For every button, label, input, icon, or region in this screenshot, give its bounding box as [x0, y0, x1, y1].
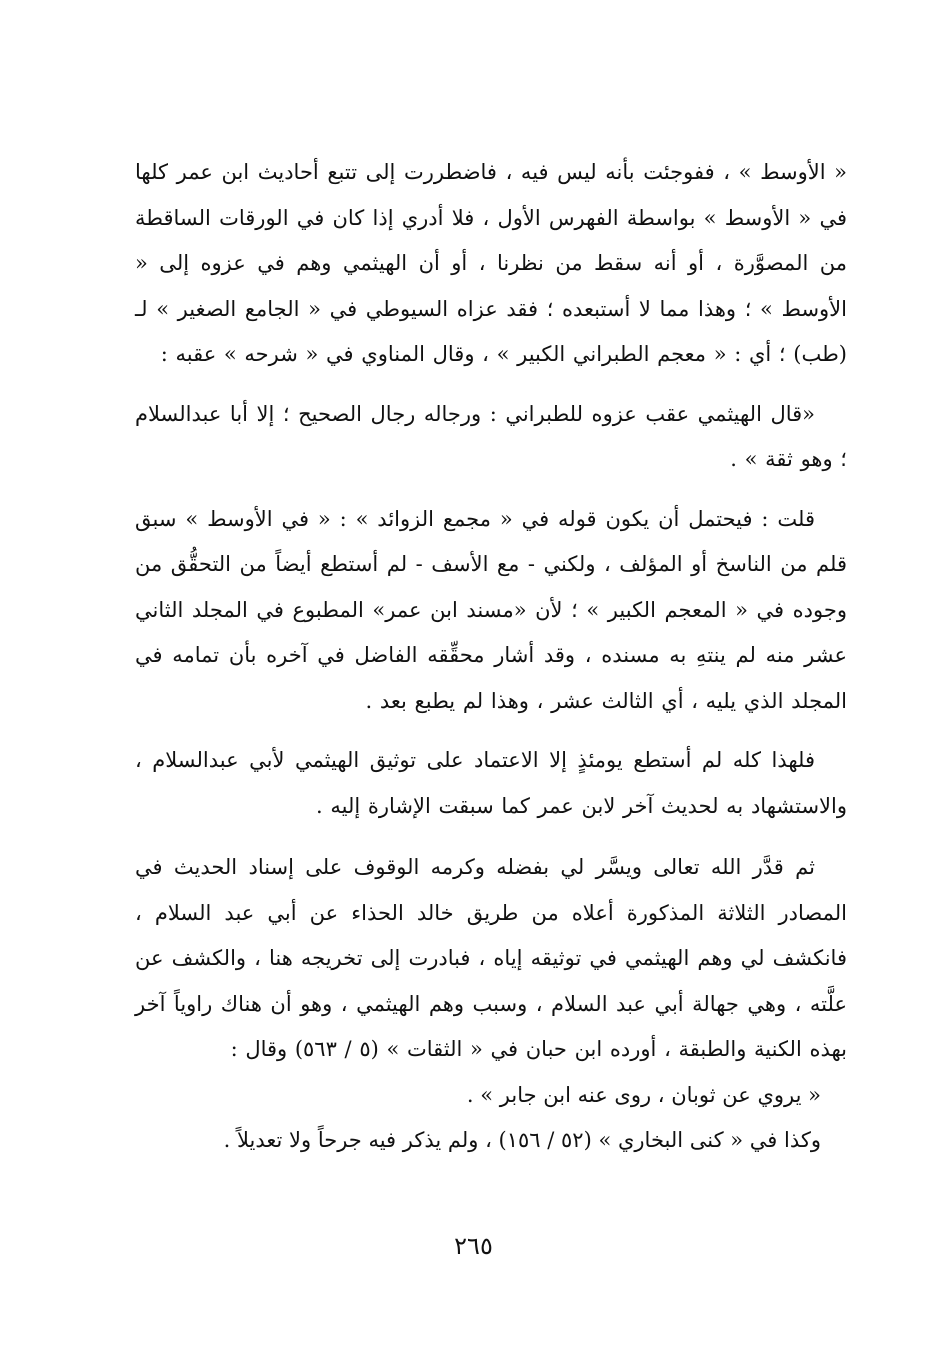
- paragraph-continuation: « الأوسط » ، ففوجئت بأنه ليس فيه ، فاضطررت إلى تتبع أحاديث ابن عمر كلها في « الأوسط » بواسطة الفهرس الأول ، فلا أدري إذا كان في الورقات الساقطة من المصوَّرة ، أو أنه سقط من نظرنا ، أو أن الهيثمي وهم في عزوه إلى « الأوسط » ؛ وهذا مما لا أستبعده ؛ فقد عزاه السيوطي في « الجامع الصغير » لـ (طب) ؛ أي : « معجم الطبراني الكبير » ، وقال المناوي في « شرحه » عقبه :: [135, 160, 847, 366]
- paragraph-reliance: فلهذا كله لم أستطع يومئذٍ إلا الاعتماد على توثيق الهيثمي لأبي عبدالسلام ، والاستشهاد به لحديث آخر لابن عمر كما سبقت الإشارة إليه .: [135, 748, 847, 818]
- document-body: [135, 150, 847, 1164]
- page-number: ٢٦٥: [454, 1232, 493, 1260]
- paragraph-discovery: ثم قدَّر الله تعالى ويسَّر لي بفضله وكرمه الوقوف على إسناد الحديث في المصادر الثلاثة المذكورة أعلاه من طريق خالد الحذاء عن أبي عبد السلام ، فانكشف لي وهم الهيثمي في توثيقه إياه ، فبادرت إلى تخريجه هنا ، والكشف عن علَّته ، وهي جهالة أبي عبد السلام ، وسبب وهم الهيثمي ، وهو أن هناك راوياً آخر بهذه الكنية والطبقة ، أورده ابن حبان في « الثقات » (٥ / ٥٦٣) وقال :: [135, 855, 847, 1061]
- paragraph-quote-munawi: «قال الهيثمي عقب عزوه للطبراني : ورجاله رجال الصحيح ؛ إلا أبا عبدالسلام ؛ وهو ثقة » .: [135, 401, 847, 471]
- paragraph-bukhari-kuna: وكذا في « كنى البخاري » (٥٢ / ١٥٦) ، ولم يذكر فيه جرحاً ولا تعديلاً .: [223, 1128, 821, 1152]
- paragraph-author-note: قلت : فيحتمل أن يكون قوله في « مجمع الزوائد » : « في الأوسط » سبق قلم من الناسخ أو المؤلف ، ولكني - مع الأسف - لم أستطع أيضاً من التحقُّق من وجوده في « المعجم الكبير » ؛ لأن «مسند ابن عمر» المطبوع في المجلد الثاني عشر منه لم ينتهِ به مسنده ، وقد أشار محقِّقه الفاضل في آخره بأن تمامه في المجلد الذي يليه ، أي الثالث عشر ، وهذا لم يطبع بعد .: [135, 506, 847, 713]
- quote-ibn-hibban: « يروي عن ثوبان ، روى عنه ابن جابر » .: [466, 1082, 821, 1107]
